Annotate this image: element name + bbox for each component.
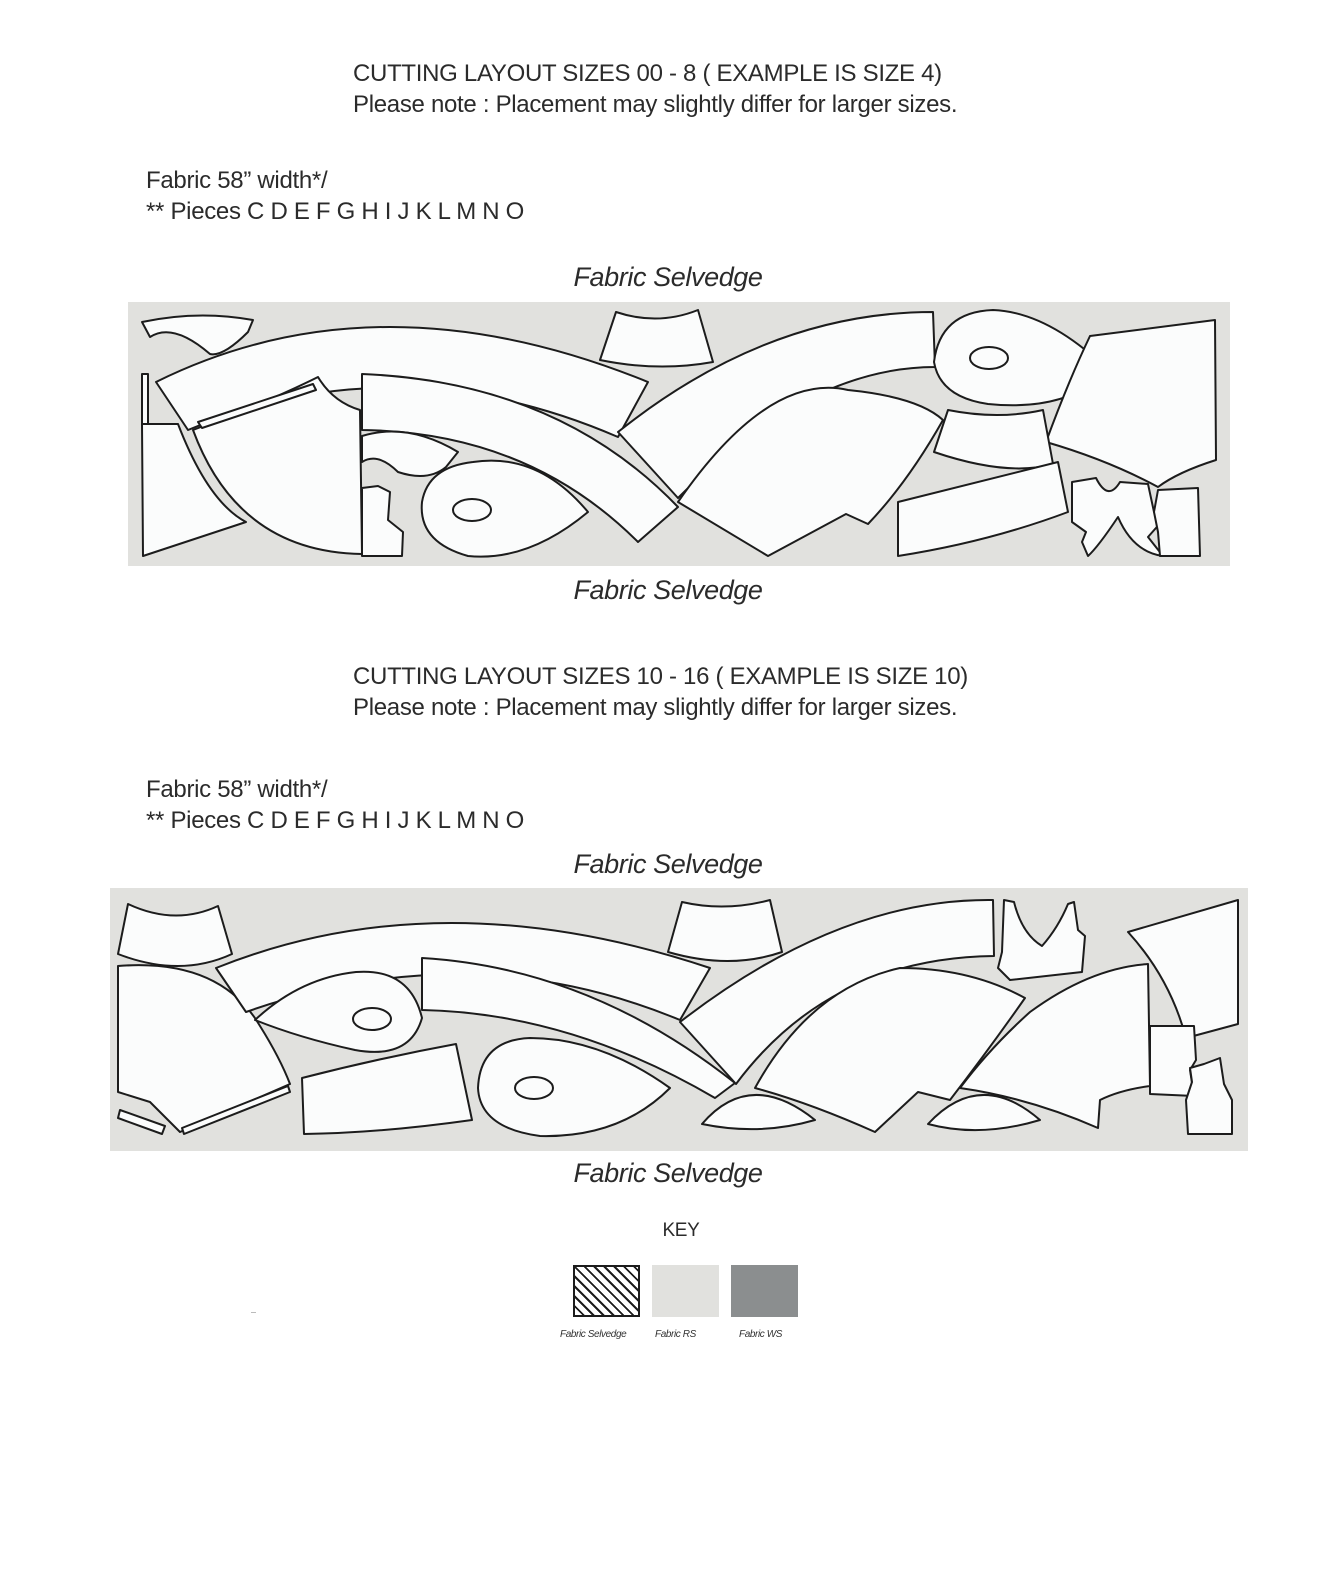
layout-1-cutting-board [128,302,1230,566]
layout-1-note: Please note : Placement may slightly differ for larger sizes. [353,91,958,118]
pattern-piece [142,374,148,424]
layout-1-fabric-width: Fabric 58” width*/ [146,167,328,194]
key-swatch-selvedge [573,1265,640,1317]
layout-1-pieces-list: ** Pieces C D E F G H I J K L M N O [146,198,525,225]
pattern-piece [1150,1026,1196,1096]
layout-2-fabric-width: Fabric 58” width*/ [146,776,328,803]
layout-2-note: Please note : Placement may slightly differ for larger sizes. [353,694,958,721]
key-swatch-fabric-ws [731,1265,798,1317]
layout-2-pieces-list: ** Pieces C D E F G H I J K L M N O [146,807,525,834]
pattern-hole [353,1008,391,1030]
layout-2-title: CUTTING LAYOUT SIZES 10 - 16 ( EXAMPLE IS SIZE 10) [353,663,968,690]
key-label-fabric-ws: Fabric WS [739,1329,783,1340]
layout-1-title: CUTTING LAYOUT SIZES 00 - 8 ( EXAMPLE IS SIZE 4) [353,60,942,87]
layout-1-diagram [128,302,1230,566]
layout-2-cutting-board [110,888,1248,1151]
pattern-hole [515,1077,553,1099]
layout-1-selvedge-bottom-label: Fabric Selvedge [573,575,763,605]
pattern-piece [668,900,782,961]
layout-1-heading [353,58,957,120]
layout-2-selvedge-top-label: Fabric Selvedge [573,849,763,879]
layout-1-selvedge-top-label: Fabric Selvedge [573,262,763,292]
layout-1-fabric-info [146,165,524,227]
key-label-selvedge: Fabric Selvedge [560,1329,627,1340]
layout-2-fabric-info [146,774,524,836]
pattern-hole [453,499,491,521]
key-title: KEY [662,1220,700,1241]
layout-2-selvedge-bottom-label: Fabric Selvedge [573,1158,763,1188]
layout-2-heading [353,661,968,723]
pattern-piece [1154,488,1200,556]
key-label-fabric-rs: Fabric RS [655,1329,696,1340]
stray-mark [251,1312,256,1313]
key-swatch-fabric-rs [652,1265,719,1317]
pattern-piece [600,310,713,367]
layout-2-diagram [110,888,1248,1151]
pattern-hole [970,347,1008,369]
